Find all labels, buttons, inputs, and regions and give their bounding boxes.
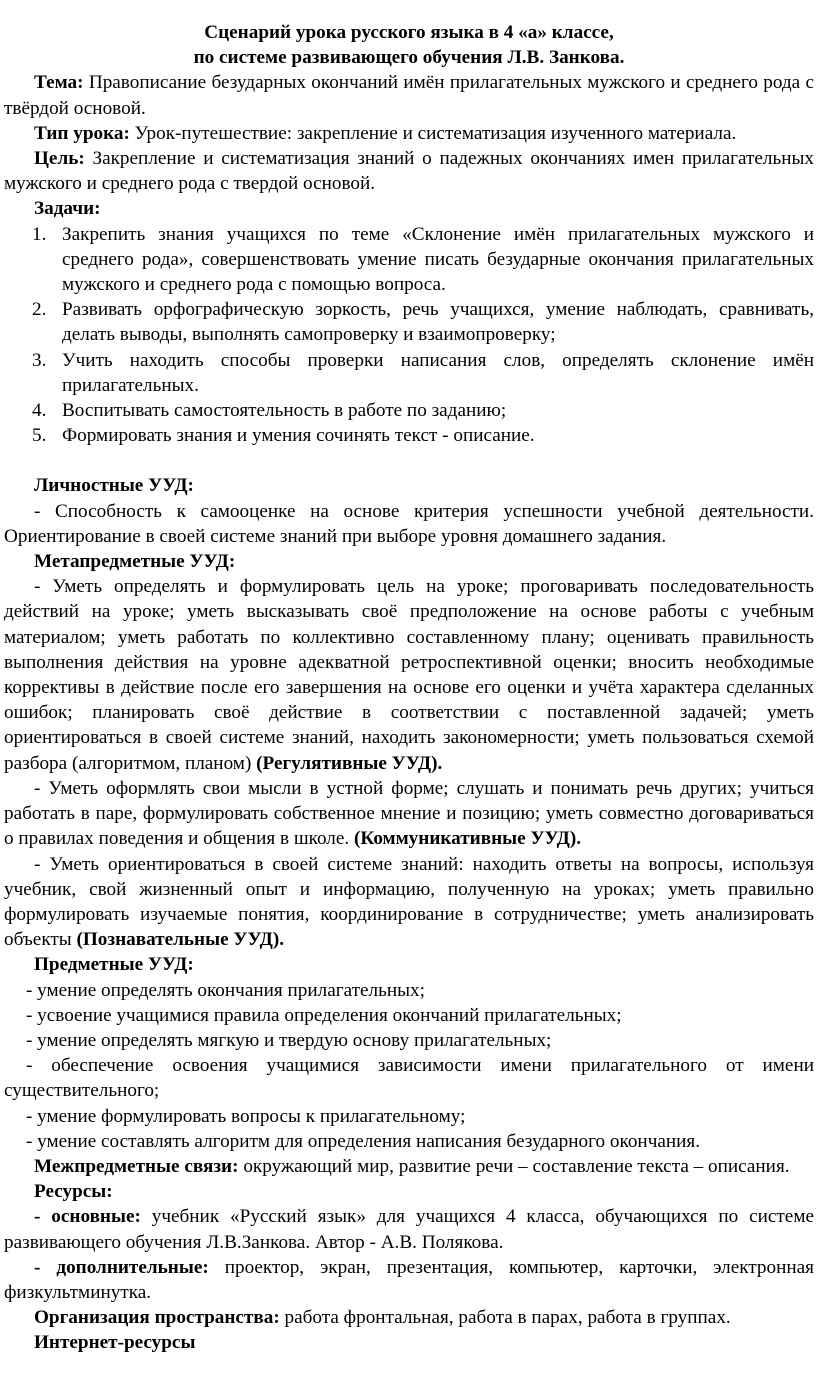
resources-heading: Ресурсы: [34, 1181, 113, 1203]
theme-label: Тема: [34, 72, 84, 94]
communicative-uud-paragraph [4, 776, 814, 852]
resources-extra-text: проектор, экран, презентация, компьютер, карточки, электронная физкультминутка. [4, 1256, 814, 1303]
subject-uud-item: - умение определять окончания прилагательных; [26, 979, 425, 1001]
document-title-line-2: по системе развивающего обучения Л.В. Занкова. [193, 47, 625, 69]
subject-uud-heading: Предметные УУД: [34, 954, 194, 976]
personal-uud-text: - Способность к самооценке на основе критерия успешности учебной деятельности. Ориентирование в своей системе знаний при выборе уровня домашнего задания. [4, 500, 814, 547]
theme-text: Правописание безударных окончаний имён прилагательных мужского и среднего рода с твёрдой основой. [4, 72, 814, 119]
task-number: 2. [32, 299, 47, 321]
goal-label: Цель: [34, 148, 85, 170]
interdisciplinary-label: Межпредметные связи: [34, 1155, 239, 1177]
regulative-uud-tag: (Регулятивные УУД). [256, 752, 443, 774]
resources-extra-paragraph [4, 1255, 814, 1305]
meta-uud-heading: Метапредметные УУД: [34, 551, 236, 573]
cognitive-uud-text: - Уметь ориентироваться в своей системе знаний: находить ответы на вопросы, используя учебник, свой жизненный опыт и информацию, полученную на уроках; уметь правильно формулировать изучаемые понятия, координирование в сотрудничестве; уметь анализировать объекты [4, 853, 814, 951]
lesson-type-paragraph [4, 121, 814, 146]
task-item [4, 348, 814, 398]
task-number: 3. [32, 349, 47, 371]
subject-uud-item: - умение формулировать вопросы к прилагательному; [26, 1105, 466, 1127]
task-number: 5. [32, 425, 47, 447]
goal-paragraph [4, 146, 814, 196]
subject-uud-item: - умение составлять алгоритм для определения написания безударного окончания. [26, 1130, 701, 1152]
resources-main-text: учебник «Русский язык» для учащихся 4 класса, обучающихся по системе развивающего обучения Л.В.Занкова. Автор - А.В. Полякова. [4, 1206, 814, 1253]
task-text: Воспитывать самостоятельность в работе по заданию; [62, 400, 507, 422]
internet-resources-heading: Интернет-ресурсы [34, 1332, 196, 1354]
communicative-uud-text: - Уметь оформлять свои мысли в устной форме; слушать и понимать речь других; учиться работать в паре, формулировать собственное мнение и позицию; уметь совместно договариваться о правилах поведения и общения в школе. [4, 777, 814, 850]
tasks-heading: Задачи: [34, 198, 101, 220]
space-paragraph [4, 1305, 814, 1330]
task-item [4, 398, 814, 423]
regulative-uud-paragraph [4, 574, 814, 776]
task-text: Формировать знания и умения сочинять текст - описание. [62, 425, 535, 447]
task-number: 4. [32, 400, 47, 422]
task-item [4, 297, 814, 347]
cognitive-uud-tag: (Познавательные УУД). [76, 929, 285, 951]
resources-main-paragraph [4, 1204, 814, 1254]
interdisciplinary-paragraph [4, 1154, 814, 1179]
task-item [4, 222, 814, 298]
spacer [4, 448, 814, 473]
lesson-type-label: Тип урока: [34, 122, 130, 144]
task-text: Развивать орфографическую зоркость, речь учащихся, умение наблюдать, сравнивать, делать выводы, выполнять самопроверку и взаимопроверку; [62, 299, 814, 346]
interdisciplinary-text: окружающий мир, развитие речи – составление текста – описания. [238, 1155, 790, 1177]
document-title-line-1: Сценарий урока русского языка в 4 «а» классе, [204, 22, 614, 43]
space-text: работа фронтальная, работа в парах, работа в группах. [279, 1307, 731, 1329]
task-item [4, 423, 814, 448]
resources-main-label: - основные: [34, 1206, 141, 1228]
task-number: 1. [32, 223, 47, 245]
communicative-uud-tag: (Коммуникативные УУД). [353, 828, 582, 850]
resources-extra-label: - дополнительные: [34, 1256, 209, 1278]
lesson-type-text: Урок-путешествие: закрепление и систематизация изученного материала. [129, 122, 737, 144]
goal-text: Закрепление и систематизация знаний о падежных окончаниях имен прилагательных мужского и среднего рода с твердой основой. [4, 148, 814, 195]
cognitive-uud-paragraph [4, 852, 814, 953]
task-text: Учить находить способы проверки написания слов, определять склонение имён прилагательных. [62, 349, 814, 396]
regulative-uud-text: - Уметь определять и формулировать цель на уроке; проговаривать последовательность действий на уроке; уметь высказывать своё предположение на основе работы с учебным материалом; уметь работать по коллективно составленному плану; оценивать правильность выполнения действия на уровне адекватной ретроспективной оценки; вносить необходимые коррективы в действие после его завершения на основе его оценки и учёта характера сделанных ошибок; планировать своё действие в соответствии с поставленной задачей; уметь ориентироваться в своей системе знаний, находить закономерности; уметь пользоваться схемой разбора (алгоритмом, планом) [4, 576, 814, 774]
subject-uud-item: - обеспечение освоения учащимися зависимости имени прилагательного от имени существительного; [4, 1055, 814, 1102]
theme-paragraph [4, 70, 814, 120]
tasks-list [4, 222, 814, 449]
personal-uud-heading: Личностные УУД: [34, 475, 194, 497]
subject-uud-item: - умение определять мягкую и твердую основу прилагательных; [26, 1029, 552, 1051]
task-text: Закрепить знания учащихся по теме «Склонение имён прилагательных мужского и среднего рода», совершенствовать умение писать безударные окончания прилагательных мужского и среднего рода с помощью вопроса. [62, 223, 814, 296]
space-label: Организация пространства: [34, 1307, 280, 1329]
subject-uud-item: - усвоение учащимися правила определения окончаний прилагательных; [26, 1004, 622, 1026]
